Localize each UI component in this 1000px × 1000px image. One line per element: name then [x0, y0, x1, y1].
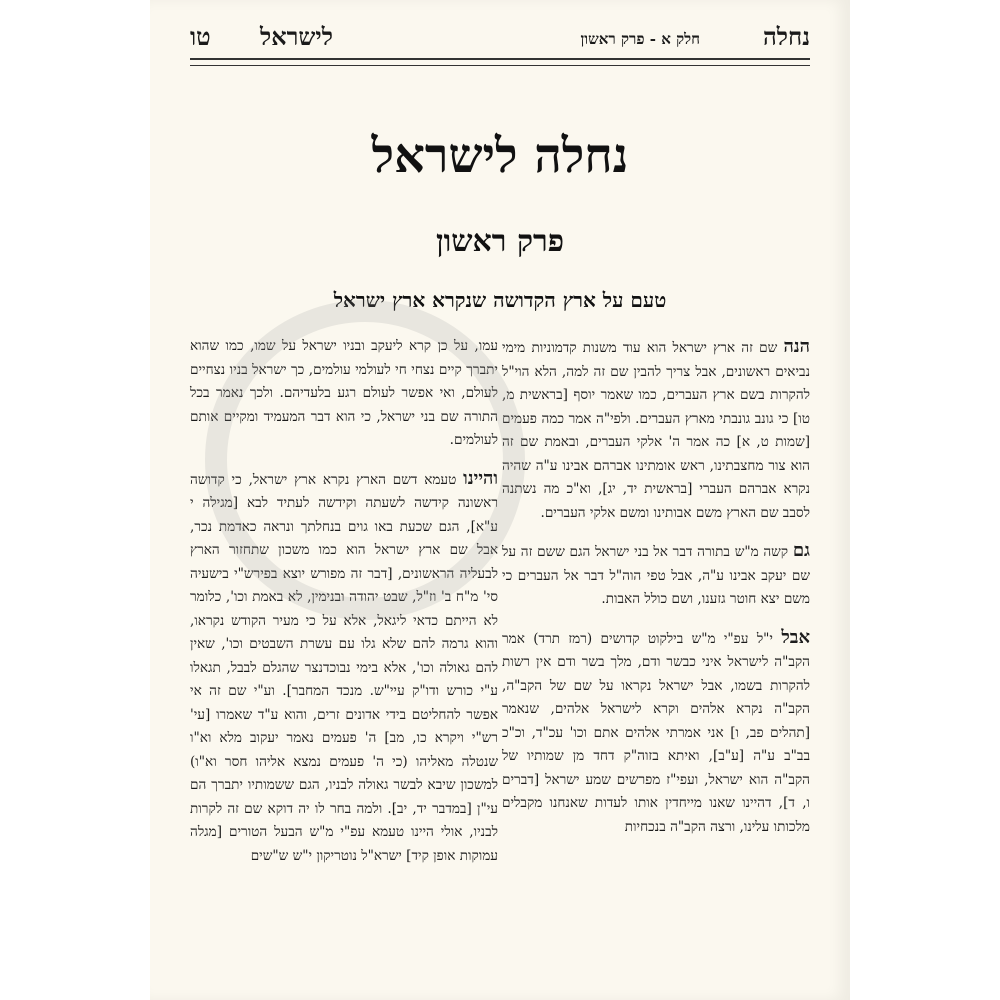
paragraph-text: י"ל עפ"י מ"ש בילקוט קדושים (רמז תרד) אמר הקב"ה לישראל איני כבשר ודם, מלך בשר ודם אין רשות להקרות בשמו, אבל ישראל נקראו על שם של הקב"ה, הקב"ה נקרא אלהים וקרא לישראל אלהים, שנאמר [תהלים פב, ו] אני אמרתי אלהים אתם וכו' עכ"ד, וכ"כ בב"ב ע"ה [ע"ב], ואיתא בזוה"ק דחד מן שמותיו של הקב"ה הוא ישראל, ועפי"ז מפרשים שמע ישראל [דברים ו, ד], דהיינו שאנו מייחדין אותו לעדות שאנחנו מקבלים מלכותו עלינו, ורצה הקב"ה בנכחיות	[502, 630, 810, 835]
paragraph-text: עמו, על כן קרא ליעקב ובניו ישראל על שמו, כמו שהוא יתברך קיים נצחי חי לעולמי עולמים, כך ישראל בניו נצחיים לעולם, ואי אפשר לעולם רגע בלעדיהם. ולכך נאמר בכל התורה שם בני ישראל, כי הוא דבר המעמיד ומקיים אותם לעולמים.	[190, 338, 498, 448]
book-page	[150, 0, 850, 1000]
paragraph-text: שם זה ארץ ישראל הוא עוד משנות קדמוניות מימי נביאים ראשונים, אבל צריך להבין שם זה למה, הלא הוי"ל להקרות בשם ארץ העברים, כמו שאמר יוסף [בראשית מ, טו] כי גונב גונבתי מארץ העברים. ולפי"ה אמר כמה פעמים [שמות ט, א] כה אמר ה' אלקי העברים, ובאמת שם זה הוא צור מחצבתינו, ראש אומתינו אברהם אבינו ע"ה שהיה נקרא אברהם העברי [בראשית יד, יג], וא"כ מה נשתנה לסבב שם הארץ משם אבותינו ומשם אלקי העברים.	[502, 340, 810, 521]
header-section: חלק א - פרק ראשון	[580, 30, 700, 48]
paragraph	[190, 467, 498, 869]
header-page-number: טו	[190, 22, 211, 51]
paragraph-lead-word: והיינו	[463, 467, 499, 489]
page-title: נחלה לישראל	[371, 128, 629, 184]
paragraph	[502, 539, 810, 612]
paragraph-lead-word: אבל	[781, 626, 810, 648]
paragraph-lead-word: הנה	[783, 336, 811, 357]
chapter-subtitle: טעם על ארץ הקדושה שנקרא ארץ ישראל	[333, 288, 667, 312]
right-column	[502, 335, 810, 853]
chapter-heading: פרק ראשון	[435, 224, 565, 259]
paragraph	[502, 335, 810, 525]
paragraph	[190, 335, 498, 453]
running-header	[190, 18, 810, 52]
header-book-name-part1: לישראל	[260, 22, 333, 51]
paragraph-lead-word: גם	[792, 540, 810, 561]
left-column	[190, 335, 498, 882]
paragraph	[502, 626, 810, 840]
header-book-name-part2: נחלה	[762, 22, 810, 51]
header-rule	[190, 58, 810, 66]
paragraph-text: קשה מ"ש בתורה דבר אל בני ישראל הגם ששם זה על שם יעקב אבינו ע"ה, אבל טפי הוה"ל דבר אל העברים כי משם יצא חוטר גזענו, ושם כולל האבות.	[502, 544, 810, 607]
paragraph-text: טעמא דשם הארץ נקרא ארץ ישראל, כי קדושה ראשונה קידשה לשעתה וקידשה לעתיד לבא [מגילה י ע"א], הגם שכעת באו גוים בנחלתך ונראה כאדמת נכר, אבל שם ארץ ישראל הוא כמו משכון שתחזור הארץ לבעליה הראשונים, [דבר זה מפורש יוצא בפירש"י בישעיה סי' מ"ח ב' וז"ל, שבט יהודה ובנימין, לא באמת וכו', כלומר לא הייתם כדאי ליגאל, אלא על כי מעיר הקודש נקראו, והוא גרמה להם שלא גלו עם עשרת השבטים וכו', שאין להם גאולה וכו', אלא בימי נבוכדנצר שהגלם לבבל, תגאלו ע"י כורש ודו"ק עיי"ש. מנכד המחבר]. וע"י שם זה אי אפשר להחליטם בידי אדונים זרים, והוא ע"ד שאמרו [עי' רש"י ויקרא כו, מב] ה' פעמים נאמר יעקוב מלא וא"ו שנטלה מאליהו (כי ה' פעמים נמצא אליהו חסר וא"ו) למשכון שיבא לבשר גאולה לבניו, הגם ששמותיו יתברך הם עי"ן [במדבר יד, יב]. ולמה בחר לו יה דוקא שם זה לקרות לבניו, אולי היינו טעמא עפ"י מ"ש הבעל הטורים [מגלה עמוקות אופן קיד] ישרא"ל נוטריקון י"ש ש"שים	[190, 471, 498, 864]
